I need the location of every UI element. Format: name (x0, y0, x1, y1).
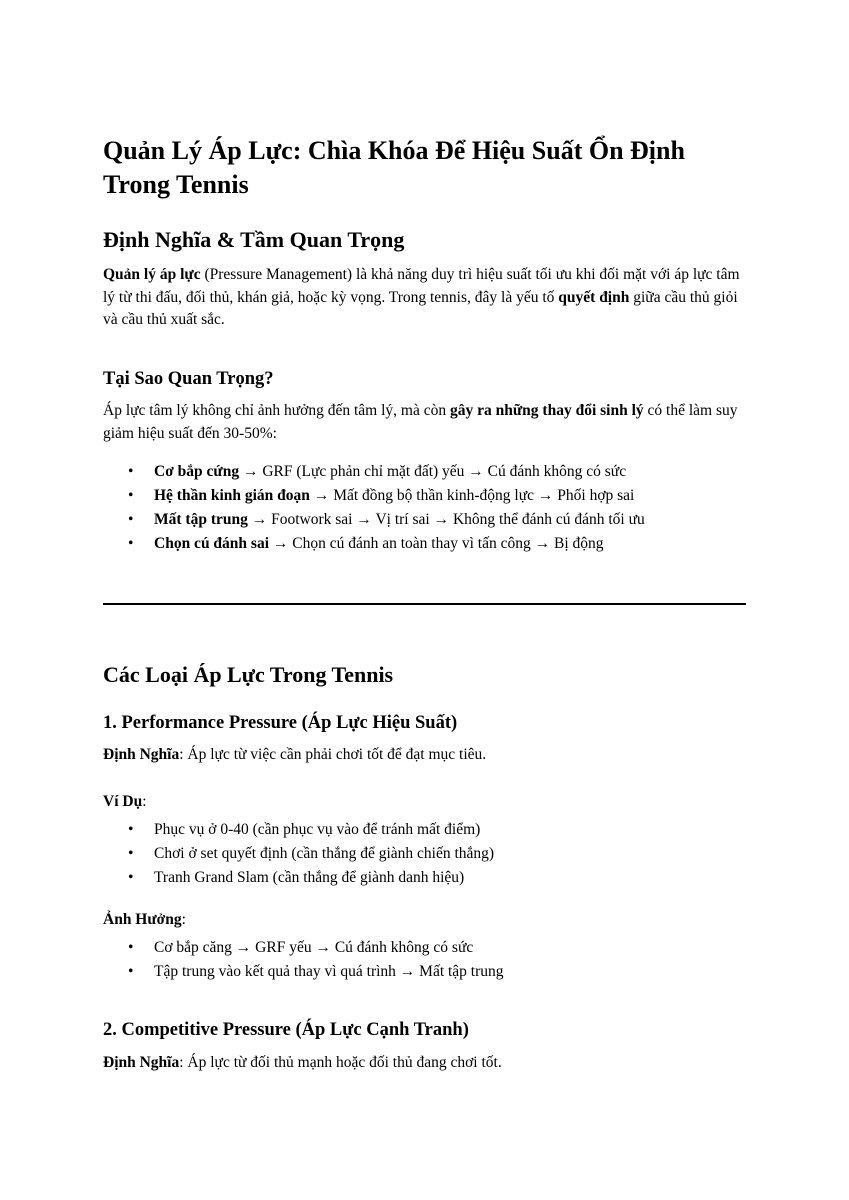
list-item-text: → Footwork sai → Vị trí sai → Không thể đánh cú đánh tối ưu (247, 511, 645, 528)
list-item-text: Tranh Grand Slam (cần thắng để giành danh hiệu) (154, 869, 465, 886)
intro-paragraph (103, 264, 753, 332)
list-item-bold: Hệ thần kinh gián đoạn (154, 487, 310, 504)
bullet-icon: • (128, 939, 134, 956)
bullet-icon: • (128, 511, 134, 528)
bullet-icon: • (128, 487, 134, 504)
list-item (103, 508, 753, 532)
examples-label-text: Ví Dụ (103, 793, 143, 810)
performance-definition (103, 744, 753, 767)
bullet-icon: • (128, 869, 134, 886)
list-item-text: → GRF (Lực phản chỉ mặt đất) yếu → Cú đánh không có sức (239, 463, 627, 480)
section-heading-definition: Định Nghĩa & Tầm Quan Trọng (103, 227, 405, 252)
bullet-icon: • (128, 963, 134, 980)
subheading-why-important: Tại Sao Quan Trọng? (103, 369, 274, 389)
intro-term: Quản lý áp lực (103, 266, 201, 283)
horizontal-divider (103, 603, 746, 605)
document-title: Quản Lý Áp Lực: Chìa Khóa Để Hiệu Suất Ổn Định Trong Tennis (103, 136, 685, 199)
list-item (103, 818, 753, 842)
intro-text-1: (Pressure Management) là khả năng duy trì hiệu suất tối ưu khi đối mặt với áp lực tâm lý từ thi đấu, đối thủ, khán giả, hoặc kỳ vọng. Trong tennis, đây là yếu tố (103, 266, 740, 306)
list-item (103, 460, 753, 484)
definition-label: Định Nghĩa (103, 746, 180, 763)
intro-text-2: giữa cầu thủ giỏi và cầu thủ xuất sắc. (103, 288, 738, 328)
subheading-performance-pressure: 1. Performance Pressure (Áp Lực Hiệu Suất) (103, 713, 458, 733)
list-item (103, 484, 753, 508)
list-item-bold: Chọn cú đánh sai (154, 535, 270, 552)
effects-colon: : (181, 911, 186, 928)
effects-label-text: Ảnh Hưởng (103, 911, 182, 928)
list-item-bold: Cơ bắp cứng (154, 463, 240, 480)
list-item-text: → Mất đồng bộ thần kinh-động lực → Phối hợp sai (309, 487, 635, 504)
why-paragraph (103, 400, 753, 445)
bullet-icon: • (128, 463, 134, 480)
list-item (103, 842, 753, 866)
list-item (103, 866, 753, 890)
list-item-text: Cơ bắp căng → GRF yếu → Cú đánh không có sức (154, 939, 474, 956)
effects-label (103, 909, 186, 931)
examples-colon: : (142, 793, 147, 810)
bullet-icon: • (128, 821, 134, 838)
intro-emphasis: quyết định (558, 288, 630, 306)
definition-text: : Áp lực từ việc cần phải chơi tốt để đạt mục tiêu. (179, 746, 487, 763)
definition-label: Định Nghĩa (103, 1054, 180, 1071)
effects-list (103, 460, 753, 556)
list-item-text: Chơi ở set quyết định (cần thắng để giành chiến thắng) (154, 845, 495, 862)
why-text-2: có thể làm suy giảm hiệu suất đến 30-50%: (103, 402, 738, 442)
impact-list (103, 936, 753, 984)
list-item (103, 936, 753, 960)
bullet-icon: • (128, 845, 134, 862)
list-item-text: → Chọn cú đánh an toàn thay vì tấn công → Bị động (269, 535, 604, 552)
competitive-definition (103, 1052, 753, 1075)
why-text-1: Áp lực tâm lý không chỉ ảnh hưởng đến tâm lý, mà còn (103, 402, 450, 419)
list-item-text: Tập trung vào kết quả thay vì quá trình → Mất tập trung (154, 963, 504, 980)
list-item-text: Phục vụ ở 0-40 (cần phục vụ vào để tránh mất điểm) (154, 821, 481, 838)
definition-text: : Áp lực từ đối thủ mạnh hoặc đối thủ đang chơi tốt. (179, 1054, 502, 1071)
list-item-bold: Mất tập trung (154, 511, 248, 528)
section-heading-pressure-types: Các Loại Áp Lực Trong Tennis (103, 662, 394, 687)
bullet-icon: • (128, 535, 134, 552)
subheading-competitive-pressure: 2. Competitive Pressure (Áp Lực Cạnh Tranh) (103, 1020, 469, 1040)
list-item (103, 960, 753, 984)
list-item (103, 532, 753, 556)
examples-list (103, 818, 753, 890)
why-emphasis: gây ra những thay đổi sinh lý (450, 402, 644, 419)
examples-label (103, 791, 147, 813)
